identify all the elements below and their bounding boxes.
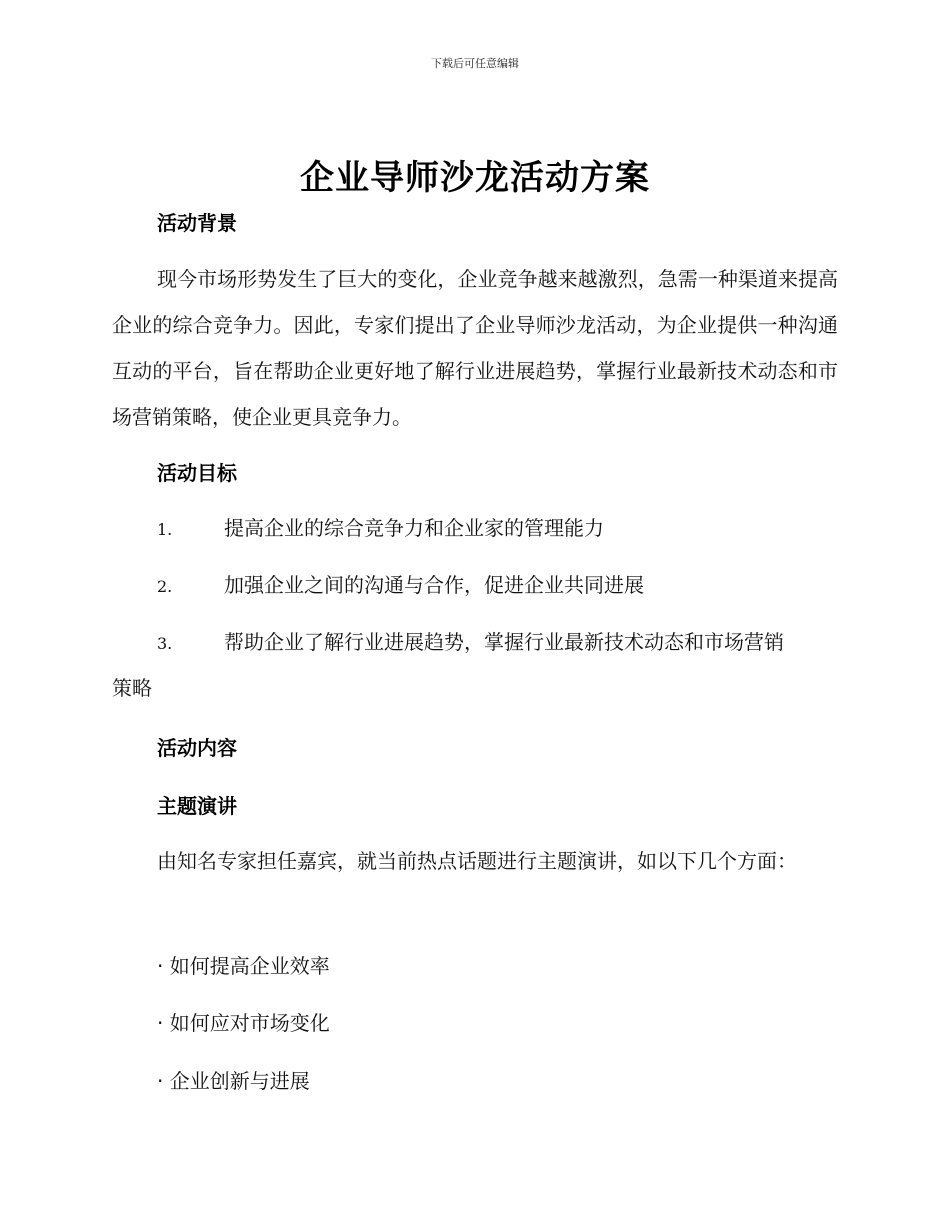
goal-text: 帮助企业了解行业进展趋势，掌握行业最新技术动态和市场营销 <box>224 630 784 654</box>
goal-item <box>112 563 838 609</box>
goal-text: 加强企业之间的沟通与合作，促进企业共同进展 <box>224 573 644 597</box>
bullet-item: · 如何提高企业效率 <box>157 954 330 978</box>
goal-number: 1. <box>157 520 173 539</box>
goal-number: 2. <box>157 577 173 596</box>
section-heading-goals: 活动目标 <box>157 461 237 485</box>
page-header: 下载后可任意编辑 <box>431 57 519 70</box>
document-title: 企业导师沙龙活动方案 <box>300 158 650 198</box>
section-heading-content: 活动内容 <box>157 736 237 760</box>
goal-item <box>112 506 838 552</box>
bullet-item: · 企业创新与进展 <box>157 1069 310 1093</box>
goal-item <box>112 620 838 710</box>
subheading-keynote: 主题演讲 <box>157 794 237 818</box>
keynote-paragraph: 由知名专家担任嘉宾，就当前热点话题进行主题演讲，如以下几个方面： <box>157 849 797 873</box>
goal-text: 提高企业的综合竞争力和企业家的管理能力 <box>224 516 604 540</box>
goal-number: 3. <box>157 634 173 653</box>
bullet-item: · 如何应对市场变化 <box>157 1011 330 1035</box>
section-heading-background: 活动背景 <box>157 211 237 235</box>
background-paragraph: 现今市场形势发生了巨大的变化，企业竞争越来越激烈，急需一种渠道来提高企业的综合竞争力。因此，专家们提出了企业导师沙龙活动，为企业提供一种沟通互动的平台，旨在帮助企业更好地了解行业进展趋势，掌握行业最新技术动态和市场营销策略，使企业更具竞争力。 <box>112 267 838 429</box>
goal-text-continuation: 策略 <box>112 676 152 700</box>
